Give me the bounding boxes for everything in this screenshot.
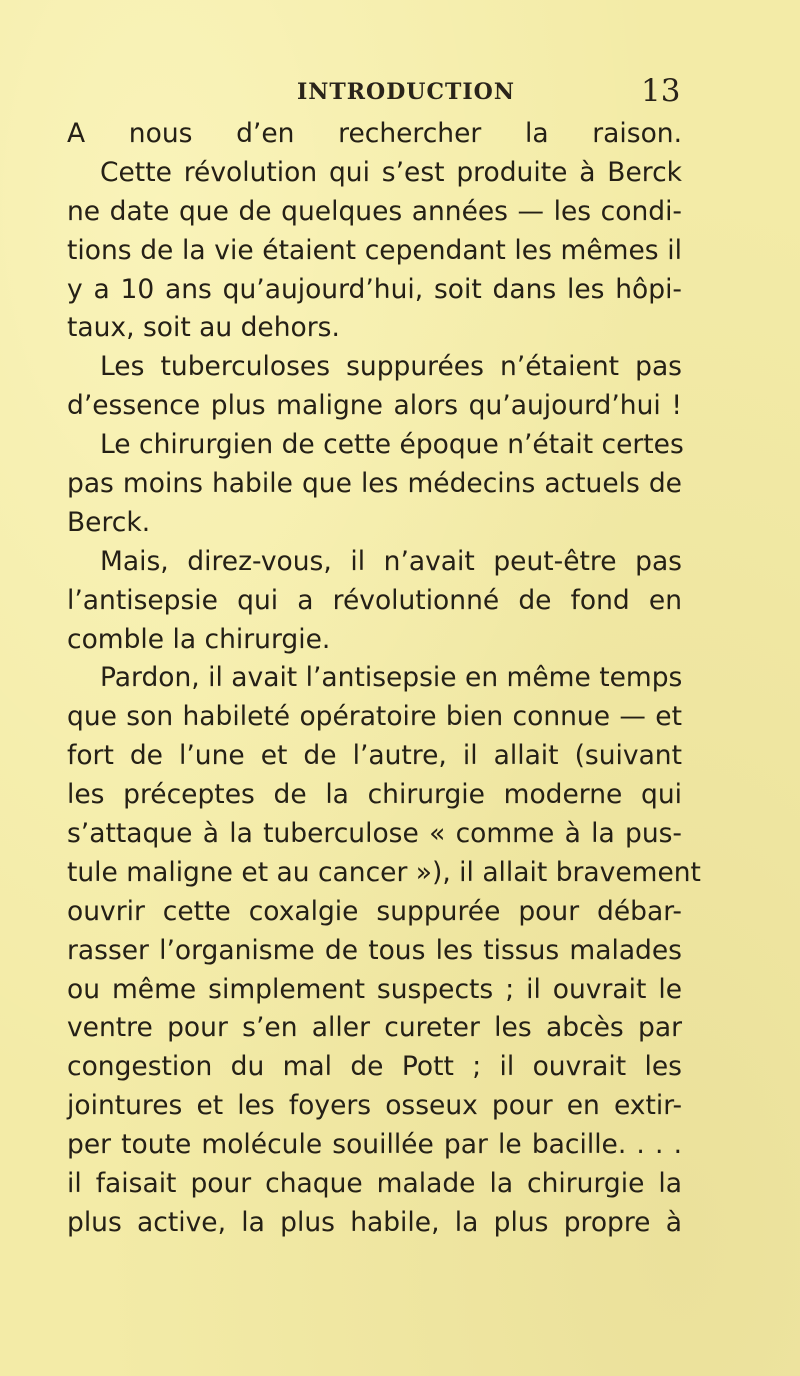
text-line: plus active, la plus habile, la plus propre à bbox=[67, 1206, 682, 1238]
text-line: per toute molécule souillée par le bacille. . . . bbox=[67, 1129, 682, 1161]
text-line: Le chirurgien de cette époque n’était certes bbox=[100, 429, 684, 461]
running-title: INTRODUCTION bbox=[297, 79, 515, 105]
text-line: tule maligne et au cancer »), il allait bravement bbox=[67, 856, 701, 888]
text-line: A nous d’en rechercher la raison. bbox=[67, 118, 682, 149]
text-line: ne date que de quelques années — les condi- bbox=[67, 195, 682, 227]
text-line: rasser l’organisme de tous les tissus malades bbox=[67, 934, 682, 966]
text-line: congestion du mal de Pott ; il ouvrait les bbox=[67, 1051, 682, 1083]
text-line: Cette révolution qui s’est produite à Berck bbox=[100, 156, 682, 188]
text-line: taux, soit au dehors. bbox=[67, 312, 340, 344]
text-line: tions de la vie étaient cependant les mêmes il bbox=[67, 234, 682, 266]
text-line: l’antisepsie qui a révolutionné de fond en bbox=[67, 584, 682, 616]
text-line: Berck. bbox=[67, 506, 151, 538]
text-line: les préceptes de la chirurgie moderne qui bbox=[67, 779, 682, 811]
text-line: fort de l’une et de l’autre, il allait (suivant bbox=[67, 740, 682, 772]
text-line: jointures et les foyers osseux pour en extir- bbox=[67, 1090, 682, 1122]
text-line: ou même simplement suspects ; il ouvrait le bbox=[67, 973, 682, 1005]
text-line: il faisait pour chaque malade la chirurgie la bbox=[67, 1168, 682, 1200]
text-line: comble la chirurgie. bbox=[67, 623, 331, 655]
text-line: d’essence plus maligne alors qu’aujourd’hui ! bbox=[67, 390, 682, 422]
page-number: 13 bbox=[641, 73, 681, 109]
body-text bbox=[67, 115, 701, 1243]
text-line: Pardon, il avait l’antisepsie en même temps bbox=[100, 662, 683, 694]
text-line: pas moins habile que les médecins actuels de bbox=[67, 468, 682, 500]
text-line: Les tuberculoses suppurées n’étaient pas bbox=[100, 351, 682, 383]
text-line: y a 10 ans qu’aujourd’hui, soit dans les hôpi- bbox=[67, 273, 682, 305]
text-line: s’attaque à la tuberculose « comme à la pus- bbox=[67, 818, 682, 850]
text-line: que son habileté opératoire bien connue — et bbox=[67, 701, 682, 733]
text-line: ouvrir cette coxalgie suppurée pour débar- bbox=[67, 895, 682, 927]
running-head bbox=[0, 73, 800, 113]
text-line: ventre pour s’en aller cureter les abcès par bbox=[67, 1012, 682, 1044]
text-line: Mais, direz-vous, il n’avait peut-être pas bbox=[100, 545, 682, 577]
